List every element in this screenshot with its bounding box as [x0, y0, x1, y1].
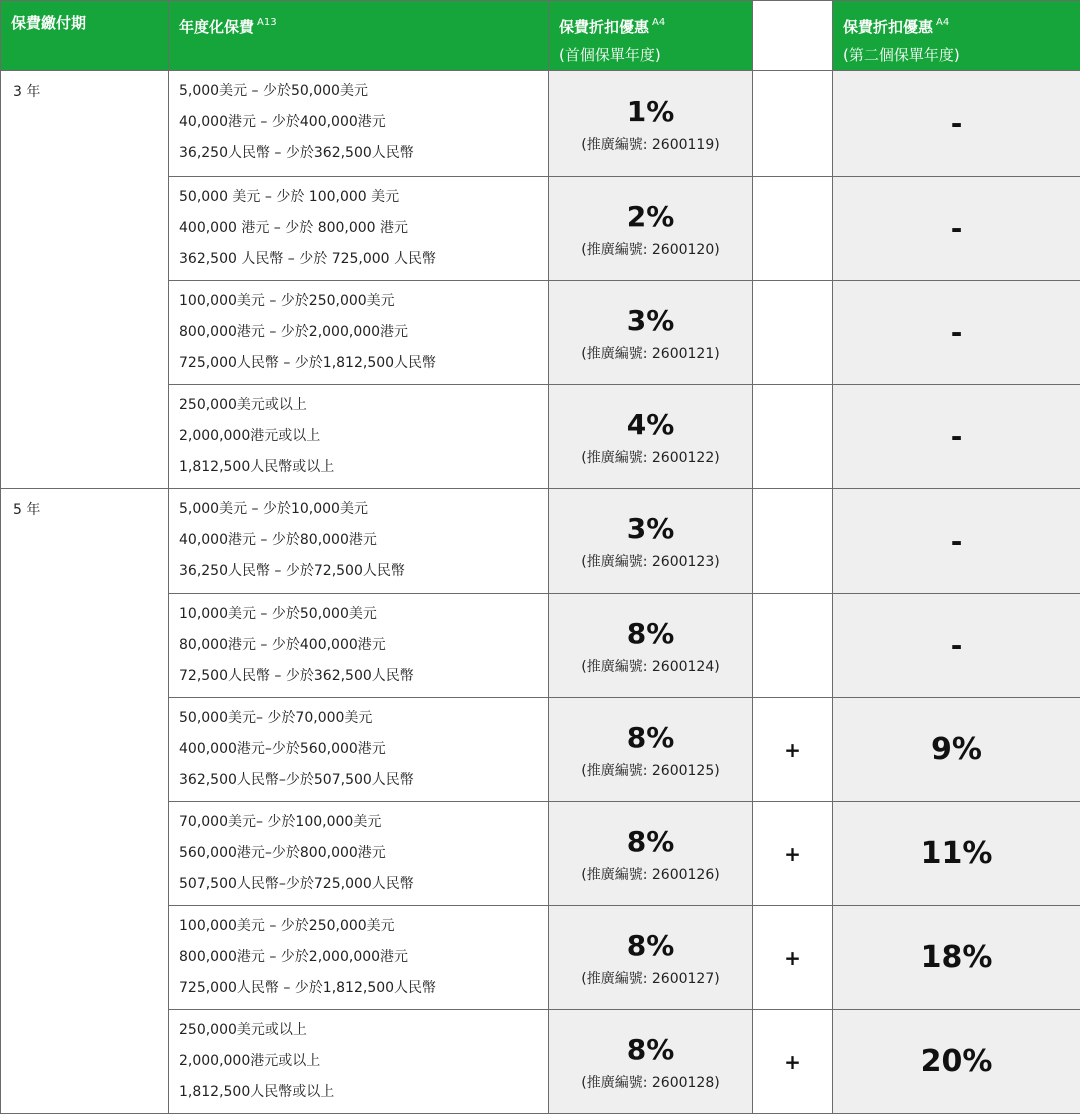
premium-range-cell: 100,000美元 – 少於250,000美元 800,000港元 – 少於2,000,000港元 725,000人民幣 – 少於1,812,500人民幣	[169, 906, 549, 1010]
premium-range-cell: 100,000美元 – 少於250,000美元 800,000港元 – 少於2,000,000港元 725,000人民幣 – 少於1,812,500人民幣	[169, 281, 549, 385]
second-year-discount-cell: 9%	[833, 698, 1080, 802]
table-row	[1, 489, 1080, 594]
second-year-discount-cell: 11%	[833, 802, 1080, 906]
table-row	[1, 71, 1080, 177]
premium-range-cell: 50,000美元– 少於70,000美元 400,000港元–少於560,000港元 362,500人民幣–少於507,500人民幣	[169, 698, 549, 802]
plus-sign	[753, 281, 833, 385]
plus-sign	[753, 489, 833, 594]
table-header-row	[1, 1, 1080, 71]
second-year-discount-cell: -	[833, 71, 1080, 177]
first-year-discount-cell: 3% (推廣編號: 2600123)	[549, 489, 753, 594]
plus-sign	[753, 385, 833, 489]
plus-sign	[753, 71, 833, 177]
footnote-ref: A4	[936, 17, 949, 28]
second-year-discount-cell: 20%	[833, 1010, 1080, 1114]
premium-range-cell: 250,000美元或以上 2,000,000港元或以上 1,812,500人民幣或以上	[169, 1010, 549, 1114]
second-year-discount-cell: -	[833, 177, 1080, 281]
premium-range-cell: 250,000美元或以上 2,000,000港元或以上 1,812,500人民幣或以上	[169, 385, 549, 489]
second-year-discount-cell: -	[833, 489, 1080, 594]
header-blank	[753, 1, 833, 71]
payment-period-cell: 3 年	[1, 71, 169, 489]
first-year-discount-cell: 8% (推廣編號: 2600124)	[549, 594, 753, 698]
plus-sign	[753, 177, 833, 281]
header-second-year-discount: 保費折扣優惠 $^{A4}$ (第二個保單年度)	[833, 1, 1080, 71]
first-year-discount-cell: 2% (推廣編號: 2600120)	[549, 177, 753, 281]
plus-sign	[753, 594, 833, 698]
premium-range-cell: 70,000美元– 少於100,000美元 560,000港元–少於800,000港元 507,500人民幣–少於725,000人民幣	[169, 802, 549, 906]
plus-sign: +	[753, 906, 833, 1010]
first-year-discount-cell: 8% (推廣編號: 2600127)	[549, 906, 753, 1010]
footnote-ref: A13	[257, 17, 277, 28]
second-year-discount-cell: -	[833, 281, 1080, 385]
payment-period-cell: 5 年	[1, 489, 169, 1114]
first-year-discount-cell: 1% (推廣編號: 2600119)	[549, 71, 753, 177]
header-payment-period: 保費繳付期	[1, 1, 169, 71]
first-year-discount-cell: 8% (推廣編號: 2600128)	[549, 1010, 753, 1114]
premium-range-cell: 5,000美元 – 少於10,000美元 40,000港元 – 少於80,000港元 36,250人民幣 – 少於72,500人民幣	[169, 489, 549, 594]
premium-range-cell: 5,000美元 – 少於50,000美元 40,000港元 – 少於400,000港元 36,250人民幣 – 少於362,500人民幣	[169, 71, 549, 177]
header-first-year-discount: 保費折扣優惠 $^{A4}$ (首個保單年度)	[549, 1, 753, 71]
second-year-discount-cell: 18%	[833, 906, 1080, 1010]
first-year-discount-cell: 3% (推廣編號: 2600121)	[549, 281, 753, 385]
footnote-ref: A4	[652, 17, 665, 28]
first-year-discount-cell: 8% (推廣編號: 2600126)	[549, 802, 753, 906]
second-year-discount-cell: -	[833, 385, 1080, 489]
first-year-discount-cell: 8% (推廣編號: 2600125)	[549, 698, 753, 802]
plus-sign: +	[753, 802, 833, 906]
plus-sign: +	[753, 1010, 833, 1114]
premium-range-cell: 50,000 美元 – 少於 100,000 美元 400,000 港元 – 少於 800,000 港元 362,500 人民幣 – 少於 725,000 人民幣	[169, 177, 549, 281]
first-year-discount-cell: 4% (推廣編號: 2600122)	[549, 385, 753, 489]
premium-range-cell: 10,000美元 – 少於50,000美元 80,000港元 – 少於400,000港元 72,500人民幣 – 少於362,500人民幣	[169, 594, 549, 698]
plus-sign: +	[753, 698, 833, 802]
second-year-discount-cell: -	[833, 594, 1080, 698]
header-annualized-premium: 年度化保費 $^{A13}$	[169, 1, 549, 71]
